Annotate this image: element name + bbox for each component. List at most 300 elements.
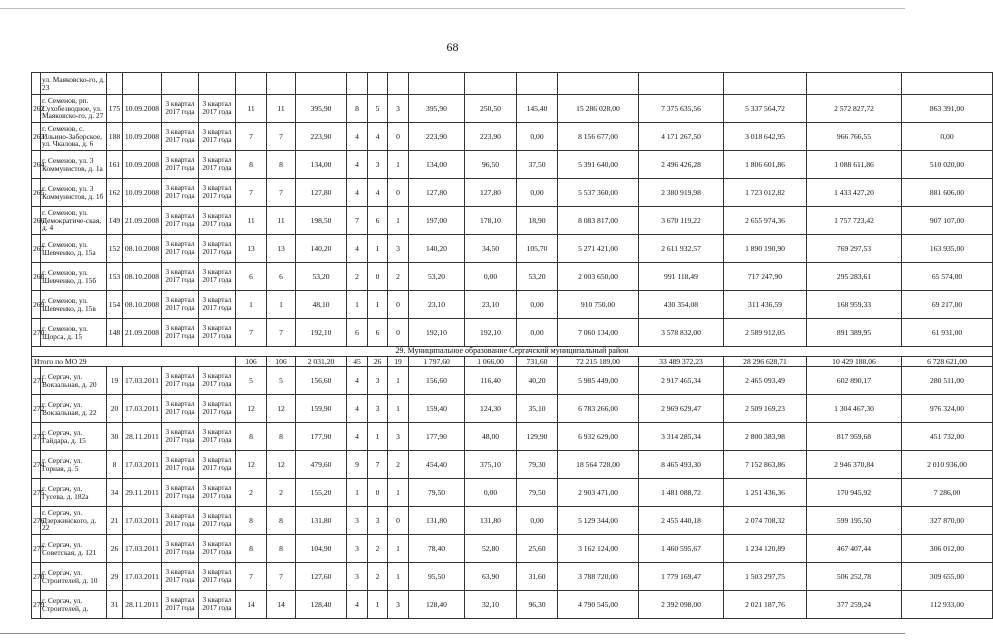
address-cell: г. Семенов, ул. Демократиче-ская, д. 4 (41, 207, 107, 235)
table-row (32, 179, 993, 207)
value-cell: 0,00 (517, 507, 558, 535)
row-number-cell: 270 (32, 319, 41, 347)
section-title: 29. Муниципальное образование Сергачский муниципальный район (32, 347, 993, 357)
value-cell: 1 (368, 591, 388, 619)
value-cell: 0,00 (517, 123, 558, 151)
value-cell: 197,00 (409, 207, 465, 235)
value-cell: 7 (236, 179, 267, 207)
value-cell: 12 (267, 451, 296, 479)
doc-date-cell: 17.03.2011 (123, 535, 162, 563)
doc-date-cell: 28.11.2011 (123, 423, 162, 451)
table-row (32, 95, 993, 123)
doc-number-cell: 31 (107, 591, 123, 619)
table-row (32, 207, 993, 235)
value-cell: 4 (347, 235, 368, 263)
value-cell: 192,10 (465, 319, 517, 347)
doc-date-cell: 28.11.2011 (123, 591, 162, 619)
value-cell: 5 (236, 367, 267, 395)
value-cell: 3 (388, 591, 409, 619)
value-cell: 8 156 677,00 (558, 123, 639, 151)
value-cell: 4 (347, 423, 368, 451)
value-cell: 155,20 (296, 479, 347, 507)
value-cell: 1 433 427,20 (807, 179, 902, 207)
value-cell: 156,60 (296, 367, 347, 395)
actual-period-cell: 3 квартал 2017 года (199, 235, 236, 263)
table-cell (639, 73, 724, 95)
value-cell: 223,90 (409, 123, 465, 151)
value-cell: 3 (368, 151, 388, 179)
value-cell: 23,10 (409, 291, 465, 319)
value-cell: 3 (347, 535, 368, 563)
row-number-cell: 266 (32, 207, 41, 235)
value-cell: 1 723 012,82 (724, 179, 807, 207)
value-cell: 0,00 (517, 179, 558, 207)
value-cell: 40,20 (517, 367, 558, 395)
value-cell: 8 (347, 95, 368, 123)
table-cell (807, 73, 902, 95)
value-cell: 18,90 (517, 207, 558, 235)
value-cell: 156,60 (409, 367, 465, 395)
value-cell: 602 890,17 (807, 367, 902, 395)
value-cell: 52,80 (465, 535, 517, 563)
doc-date-cell: 21.09.2008 (123, 207, 162, 235)
value-cell: 0 (388, 319, 409, 347)
value-cell: 467 407,44 (807, 535, 902, 563)
value-cell: 2 (388, 451, 409, 479)
total-value-cell: 45 (347, 357, 368, 367)
address-cell: г. Сергач, ул. Строителей, д. (41, 591, 107, 619)
address-cell: г. Семенов, ул. Шевченко, д. 15б (41, 263, 107, 291)
value-cell: 0 (388, 291, 409, 319)
value-cell: 79,50 (409, 479, 465, 507)
value-cell: 2 589 912,05 (724, 319, 807, 347)
planned-period-cell: 3 квартал 2017 года (162, 123, 199, 151)
value-cell: 18 564 728,00 (558, 451, 639, 479)
value-cell: 976 324,00 (902, 395, 993, 423)
doc-number-cell: 8 (107, 451, 123, 479)
actual-period-cell: 3 квартал 2017 года (199, 451, 236, 479)
planned-period-cell: 3 квартал 2017 года (162, 535, 199, 563)
table-row (32, 591, 993, 619)
value-cell: 131,80 (465, 507, 517, 535)
table-row (32, 367, 993, 395)
value-cell: 23,10 (465, 291, 517, 319)
value-cell: 2 (368, 535, 388, 563)
value-cell: 8 (236, 151, 267, 179)
row-number-cell: 274 (32, 451, 41, 479)
value-cell: 1 (388, 395, 409, 423)
value-cell: 8 (267, 507, 296, 535)
table-row (32, 263, 993, 291)
value-cell: 96,30 (517, 591, 558, 619)
value-cell: 599 195,50 (807, 507, 902, 535)
value-cell: 3 162 124,00 (558, 535, 639, 563)
doc-number-cell: 26 (107, 535, 123, 563)
value-cell: 5 391 640,00 (558, 151, 639, 179)
doc-date-cell: 21.09.2008 (123, 319, 162, 347)
table-row (32, 423, 993, 451)
value-cell: 223,90 (465, 123, 517, 151)
value-cell: 0 (388, 123, 409, 151)
value-cell: 168 959,33 (807, 291, 902, 319)
row-number-cell: 267 (32, 235, 41, 263)
value-cell: 3 314 285,34 (639, 423, 724, 451)
value-cell: 2 (267, 479, 296, 507)
row-number-cell: 275 (32, 479, 41, 507)
table-row (32, 535, 993, 563)
planned-period-cell: 3 квартал 2017 года (162, 263, 199, 291)
value-cell: 14 (267, 591, 296, 619)
address-cell: ул. Маяковско-го, д. 23 (41, 73, 107, 95)
value-cell: 11 (267, 95, 296, 123)
planned-period-cell: 3 квартал 2017 года (162, 395, 199, 423)
value-cell: 0,00 (465, 479, 517, 507)
value-cell: 192,10 (296, 319, 347, 347)
value-cell: 12 (267, 395, 296, 423)
value-cell: 506 252,78 (807, 563, 902, 591)
value-cell: 145,40 (517, 95, 558, 123)
value-cell: 451 732,00 (902, 423, 993, 451)
planned-period-cell: 3 квартал 2017 года (162, 291, 199, 319)
value-cell: 6 932 629,00 (558, 423, 639, 451)
doc-number-cell: 153 (107, 263, 123, 291)
value-cell: 2 003 650,00 (558, 263, 639, 291)
actual-period-cell: 3 квартал 2017 года (199, 207, 236, 235)
value-cell: 3 788 720,00 (558, 563, 639, 591)
table-cell (267, 73, 296, 95)
value-cell: 430 354,08 (639, 291, 724, 319)
value-cell: 131,80 (409, 507, 465, 535)
value-cell: 11 (236, 95, 267, 123)
value-cell: 127,80 (465, 179, 517, 207)
address-cell: г. Сергач, ул. Вокзальная, д. 20 (41, 367, 107, 395)
value-cell: 295 283,61 (807, 263, 902, 291)
value-cell: 395,90 (409, 95, 465, 123)
value-cell: 96,50 (465, 151, 517, 179)
value-cell: 192,10 (409, 319, 465, 347)
value-cell: 95,50 (409, 563, 465, 591)
table-row (32, 563, 993, 591)
value-cell: 31,60 (517, 563, 558, 591)
doc-number-cell: 19 (107, 367, 123, 395)
doc-date-cell: 17.03.2011 (123, 395, 162, 423)
value-cell: 8 (267, 423, 296, 451)
planned-period-cell: 3 квартал 2017 года (162, 591, 199, 619)
table-row (32, 507, 993, 535)
table-cell (162, 73, 199, 95)
actual-period-cell: 3 квартал 2017 года (199, 395, 236, 423)
value-cell: 4 (347, 151, 368, 179)
value-cell: 2 611 932,57 (639, 235, 724, 263)
doc-date-cell: 29.11.2011 (123, 479, 162, 507)
total-row (32, 357, 993, 367)
address-cell: г. Сергач, ул. Вокзальная, д. 22 (41, 395, 107, 423)
value-cell: 1 779 169,47 (639, 563, 724, 591)
planned-period-cell: 3 квартал 2017 года (162, 507, 199, 535)
housing-program-table (31, 72, 993, 619)
value-cell: 3 (388, 235, 409, 263)
page-top-rule (0, 8, 905, 9)
table-cell (724, 73, 807, 95)
total-value-cell: 19 (388, 357, 409, 367)
value-cell: 0 (388, 507, 409, 535)
section-row (32, 347, 993, 357)
value-cell: 11 (267, 207, 296, 235)
value-cell: 159,40 (409, 395, 465, 423)
value-cell: 15 286 028,00 (558, 95, 639, 123)
planned-period-cell: 3 квартал 2017 года (162, 479, 199, 507)
value-cell: 0,00 (465, 263, 517, 291)
total-value-cell: 33 489 372,23 (639, 357, 724, 367)
value-cell: 1 460 595,67 (639, 535, 724, 563)
planned-period-cell: 3 квартал 2017 года (162, 367, 199, 395)
value-cell: 6 (368, 319, 388, 347)
value-cell: 127,60 (296, 563, 347, 591)
row-number-cell: 278 (32, 563, 41, 591)
value-cell: 5 (267, 367, 296, 395)
value-cell: 2 (236, 479, 267, 507)
value-cell: 8 (236, 535, 267, 563)
doc-number-cell: 34 (107, 479, 123, 507)
table-cell (388, 73, 409, 95)
value-cell: 2 655 974,36 (724, 207, 807, 235)
value-cell: 1 (388, 535, 409, 563)
address-cell: г. Сергач, ул. Дзержинского, д. 22 (41, 507, 107, 535)
table-row (32, 479, 993, 507)
value-cell: 0,00 (902, 123, 993, 151)
value-cell: 8 (236, 507, 267, 535)
actual-period-cell: 3 квартал 2017 года (199, 319, 236, 347)
value-cell: 6 (368, 207, 388, 235)
value-cell: 1 757 723,42 (807, 207, 902, 235)
value-cell: 1 (236, 291, 267, 319)
value-cell: 2 800 383,98 (724, 423, 807, 451)
value-cell: 479,60 (296, 451, 347, 479)
total-label: Итого по МО 29 (32, 357, 236, 367)
table-cell (368, 73, 388, 95)
value-cell: 3 (368, 507, 388, 535)
planned-period-cell: 3 квартал 2017 года (162, 207, 199, 235)
value-cell: 3 018 642,95 (724, 123, 807, 151)
value-cell: 2 (388, 263, 409, 291)
value-cell: 2 074 708,32 (724, 507, 807, 535)
value-cell: 65 574,00 (902, 263, 993, 291)
value-cell: 6 (267, 263, 296, 291)
value-cell: 2 021 187,76 (724, 591, 807, 619)
doc-date-cell: 08.10.2008 (123, 235, 162, 263)
value-cell: 5 985 449,00 (558, 367, 639, 395)
value-cell: 2 392 098,00 (639, 591, 724, 619)
value-cell: 53,20 (409, 263, 465, 291)
value-cell: 13 (267, 235, 296, 263)
value-cell: 3 670 119,22 (639, 207, 724, 235)
row-number-cell: 276 (32, 507, 41, 535)
value-cell: 2 496 426,28 (639, 151, 724, 179)
value-cell: 7 (236, 123, 267, 151)
address-cell: г. Семенов, ул. 3 Коммунистов, д. 1б (41, 179, 107, 207)
value-cell: 14 (236, 591, 267, 619)
value-cell: 0,00 (517, 291, 558, 319)
planned-period-cell: 3 квартал 2017 года (162, 179, 199, 207)
value-cell: 0 (388, 179, 409, 207)
total-value-cell: 28 296 628,71 (724, 357, 807, 367)
value-cell: 6 (347, 319, 368, 347)
doc-number-cell: 20 (107, 395, 123, 423)
value-cell: 124,30 (465, 395, 517, 423)
value-cell: 1 (388, 151, 409, 179)
value-cell: 35,10 (517, 395, 558, 423)
doc-number-cell: 21 (107, 507, 123, 535)
doc-number-cell: 161 (107, 151, 123, 179)
doc-number-cell: 154 (107, 291, 123, 319)
value-cell: 817 959,68 (807, 423, 902, 451)
value-cell: 3 (347, 507, 368, 535)
value-cell: 280 511,00 (902, 367, 993, 395)
value-cell: 37,50 (517, 151, 558, 179)
value-cell: 1 (388, 367, 409, 395)
planned-period-cell: 3 квартал 2017 года (162, 235, 199, 263)
value-cell: 2 010 936,00 (902, 451, 993, 479)
doc-date-cell: 08.10.2008 (123, 291, 162, 319)
row-number-cell: 265 (32, 179, 41, 207)
value-cell: 0 (368, 263, 388, 291)
actual-period-cell: 3 квартал 2017 года (199, 423, 236, 451)
value-cell: 32,10 (465, 591, 517, 619)
total-value-cell: 731,60 (517, 357, 558, 367)
doc-date-cell: 08.10.2008 (123, 263, 162, 291)
value-cell: 105,70 (517, 235, 558, 263)
value-cell: 8 (236, 423, 267, 451)
row-number-cell: 268 (32, 263, 41, 291)
value-cell: 1 (388, 563, 409, 591)
planned-period-cell: 3 квартал 2017 года (162, 95, 199, 123)
row-number-cell: 272 (32, 395, 41, 423)
value-cell: 112 933,00 (902, 591, 993, 619)
address-cell: г. Сергач, ул. Гусева, д. 182а (41, 479, 107, 507)
value-cell: 1 (388, 207, 409, 235)
value-cell: 306 012,00 (902, 535, 993, 563)
value-cell: 7 (267, 123, 296, 151)
value-cell: 250,50 (465, 95, 517, 123)
value-cell: 5 537 360,00 (558, 179, 639, 207)
table-row (32, 123, 993, 151)
value-cell: 4 (368, 123, 388, 151)
table-row (32, 451, 993, 479)
planned-period-cell: 3 квартал 2017 года (162, 563, 199, 591)
value-cell: 1 (347, 479, 368, 507)
value-cell: 1 (267, 291, 296, 319)
planned-period-cell: 3 квартал 2017 года (162, 451, 199, 479)
doc-date-cell: 17.03.2011 (123, 563, 162, 591)
value-cell: 327 870,00 (902, 507, 993, 535)
value-cell: 170 945,92 (807, 479, 902, 507)
table-row (32, 291, 993, 319)
value-cell: 25,60 (517, 535, 558, 563)
table-cell (902, 73, 993, 95)
value-cell: 1 088 611,86 (807, 151, 902, 179)
planned-period-cell: 3 квартал 2017 года (162, 319, 199, 347)
value-cell: 4 (347, 123, 368, 151)
value-cell: 3 578 832,00 (639, 319, 724, 347)
value-cell: 78,40 (409, 535, 465, 563)
value-cell: 53,20 (517, 263, 558, 291)
value-cell: 159,90 (296, 395, 347, 423)
actual-period-cell: 3 квартал 2017 года (199, 563, 236, 591)
value-cell: 863 391,00 (902, 95, 993, 123)
value-cell: 4 (347, 591, 368, 619)
row-number-cell: 279 (32, 591, 41, 619)
value-cell: 5 271 421,00 (558, 235, 639, 263)
table-row (32, 319, 993, 347)
table-cell (517, 73, 558, 95)
value-cell: 6 (236, 263, 267, 291)
row-number-cell: 277 (32, 535, 41, 563)
value-cell: 131,80 (296, 507, 347, 535)
value-cell: 178,10 (465, 207, 517, 235)
doc-number-cell: 149 (107, 207, 123, 235)
doc-number-cell: 175 (107, 95, 123, 123)
value-cell: 4 (347, 367, 368, 395)
doc-date-cell: 17.03.2011 (123, 367, 162, 395)
value-cell: 4 (368, 179, 388, 207)
value-cell: 48,00 (465, 423, 517, 451)
actual-period-cell: 3 квартал 2017 года (199, 535, 236, 563)
value-cell: 309 655,00 (902, 563, 993, 591)
total-value-cell: 26 (368, 357, 388, 367)
value-cell: 7 (347, 207, 368, 235)
table-row (32, 151, 993, 179)
row-number-cell: 273 (32, 423, 41, 451)
doc-number-cell: 152 (107, 235, 123, 263)
value-cell: 7 286,00 (902, 479, 993, 507)
total-value-cell: 1 797,60 (409, 357, 465, 367)
value-cell: 2 465 093,49 (724, 367, 807, 395)
row-number-cell: 264 (32, 151, 41, 179)
total-value-cell: 72 215 189,00 (558, 357, 639, 367)
value-cell: 12 (236, 451, 267, 479)
value-cell: 8 465 493,30 (639, 451, 724, 479)
value-cell: 395,90 (296, 95, 347, 123)
value-cell: 48,10 (296, 291, 347, 319)
table-cell (199, 73, 236, 95)
value-cell: 1 (368, 423, 388, 451)
value-cell: 63,90 (465, 563, 517, 591)
actual-period-cell: 3 квартал 2017 года (199, 179, 236, 207)
actual-period-cell: 3 квартал 2017 года (199, 123, 236, 151)
value-cell: 79,50 (517, 479, 558, 507)
address-cell: г. Сергач, ул. Гайдара, д. 15 (41, 423, 107, 451)
doc-date-cell: 17.03.2011 (123, 507, 162, 535)
value-cell: 128,40 (409, 591, 465, 619)
value-cell: 311 436,59 (724, 291, 807, 319)
value-cell: 375,10 (465, 451, 517, 479)
value-cell: 134,00 (409, 151, 465, 179)
actual-period-cell: 3 квартал 2017 года (199, 263, 236, 291)
value-cell: 69 217,00 (902, 291, 993, 319)
value-cell: 910 750,00 (558, 291, 639, 319)
table-cell (558, 73, 639, 95)
doc-number-cell: 162 (107, 179, 123, 207)
doc-number-cell: 29 (107, 563, 123, 591)
value-cell: 7 (267, 563, 296, 591)
value-cell: 8 (267, 151, 296, 179)
value-cell: 7 (236, 563, 267, 591)
doc-date-cell: 10.09.2008 (123, 123, 162, 151)
value-cell: 129,90 (517, 423, 558, 451)
table-cell (236, 73, 267, 95)
value-cell: 3 (347, 563, 368, 591)
value-cell: 966 766,55 (807, 123, 902, 151)
